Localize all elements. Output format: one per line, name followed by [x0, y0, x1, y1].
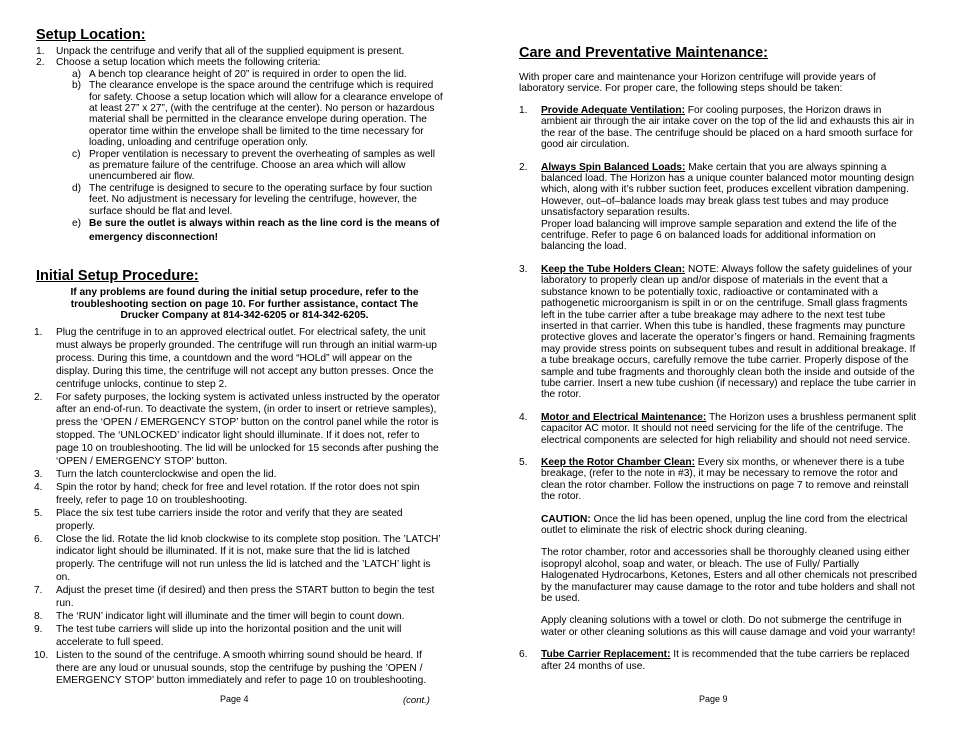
criteria-letter: e) — [72, 218, 82, 230]
list-item — [519, 105, 919, 151]
item-number: 2. — [36, 57, 45, 69]
item-label: Always Spin Balanced Loads: — [541, 161, 686, 173]
item-text: Close the lid. Rotate the lid knob clockwise to its complete stop position. The ’LATCH’ indicator light should be illuminated. If it is not, make sure that the lid is latched properly. The centrifuge will not run unless the lid is latched and the ’LATCH’ light is on. — [56, 533, 441, 584]
item-number: 1. — [34, 327, 43, 338]
item-text: Make certain that you are always spinning a balanced load. The Horizon has a unique counter balanced motor mounting design which, along with it’s rubber suction feet, produces excellent vibration dampening. However, out–of–balance loads may break glass test tubes and may produce unsatisfactory separation results. — [541, 161, 915, 219]
initial-setup-heading: Initial Setup Procedure: — [36, 268, 199, 284]
list-item — [519, 264, 919, 401]
list-item — [34, 611, 444, 624]
item-label: Keep the Rotor Chamber Clean: — [541, 456, 695, 468]
item-number: 7. — [34, 585, 43, 597]
cleaning-warning-paragraph: Apply cleaning solutions with a towel or cloth. Do not submerge the centrifuge in water or other cleaning solutions as this will cause damage and void your warranty! — [541, 615, 916, 638]
item-label: Motor and Electrical Maintenance: — [541, 411, 707, 423]
list-item — [34, 508, 444, 534]
list-item — [34, 585, 444, 611]
page-number: Page 4 — [220, 694, 249, 704]
care-list — [519, 105, 919, 672]
item-number: 4. — [519, 411, 528, 423]
criteria-letter: b) — [72, 80, 82, 92]
item-number: 9. — [34, 623, 43, 635]
item-text: It is recommended that the tube carriers be replaced after 24 months of use. — [541, 649, 910, 672]
caution-paragraph — [541, 514, 919, 537]
item-text: The ‘RUN’ indicator light will illuminate and the timer will begin to count down. — [56, 610, 405, 622]
list-item — [34, 534, 444, 586]
list-item — [34, 482, 444, 508]
item-number: 2. — [34, 391, 43, 403]
criteria-text-bold: Be sure the outlet is always within reach as the line cord is the means of emergency disconnection! — [89, 218, 440, 243]
item-label: Keep the Tube Holders Clean: — [541, 263, 686, 275]
list-item — [519, 162, 919, 253]
caution-text: Once the lid has been opened, unplug the line cord from the electrical outlet to eliminate the risk of electric shock during cleaning. — [541, 513, 908, 536]
list-item — [34, 624, 444, 650]
continued-label: (cont.) — [403, 695, 430, 706]
criteria-text: The clearance envelope is the space around the centrifuge which is required for safety. Choose a setup location which will allow for a clearance envelope of at least 27” x 27”, (with the centrifuge at the center). No person or hazardous material shall be permitted in the clearance envelope during operation. The operator time within the envelope shall be limited to the time necessary for loading, unloading and centrifuge operation only. — [89, 80, 443, 149]
item-label: Tube Carrier Replacement: — [541, 649, 671, 661]
item-text: For cooling purposes, the Horizon draws in ambient air through the air intake cover on the top of the lid and exhausts this air in the rear of the base. The centrifuge should be placed on a hard smooth surface for good air circulation. — [541, 105, 915, 151]
item-text: The Horizon uses a brushless permanent split capacitor AC motor. It should not need servicing for the life of the centrifuge. The electrical components are selected for high reliability and should not need service. — [541, 411, 917, 446]
criteria-letter: c) — [72, 148, 81, 160]
item-number: 5. — [519, 456, 528, 468]
page-number: Page 9 — [699, 694, 728, 704]
list-item — [34, 392, 444, 469]
item-number: 6. — [34, 533, 43, 545]
list-item — [519, 412, 919, 446]
item-number: 1. — [36, 46, 45, 57]
item-number: 4. — [34, 481, 43, 493]
criteria-text: The centrifuge is designed to secure to the operating surface by four suction feet. No adjustment is necessary for leveling the centrifuge, however, the surface should be flat and level. — [89, 182, 433, 217]
criteria-text: Proper ventilation is necessary to prevent the overheating of samples as well as premature failure of the centrifuge. Choose an area which will allow unencumbered air flow. — [89, 148, 435, 183]
item-text: The test tube carriers will slide up into the horizontal position and the unit will accelerate to full speed. — [56, 623, 402, 648]
item-text: Adjust the preset time (if desired) and then press the START button to begin the test run. — [56, 585, 435, 610]
list-item — [34, 327, 444, 392]
item-text: Every six months, or whenever there is a tube breakage, (refer to the note in #3), it may be necessary to remove the rotor and clean the rotor chamber. Follow the instructions on page 7 to remove and reinstall the rotor. — [541, 456, 909, 503]
item-text: Place the six test tube carriers inside the rotor and verify that they are seated properly. — [56, 507, 403, 532]
item-number: 2. — [519, 161, 528, 173]
item-text: Listen to the sound of the centrifuge. A smooth whirring sound should be heard. If there are any loud or unusual sounds, stop the centrifuge by pushing the ’OPEN / EMERGENCY STOP’ button immediately and refer to page 10 on troubleshooting. — [56, 649, 427, 687]
criteria-item — [34, 217, 444, 244]
item-number: 5. — [34, 507, 43, 519]
item-text: Plug the centrifuge in to an approved electrical outlet. For electrical safety, the unit must always be properly grounded. The centrifuge will run through an initial warm-up process. During this time, a countdown and the word “HOLd” will appear on the display. During this time, the centrifuge will not accept any button presses. Once the centrifuge unlocks, continue to step 2. — [56, 327, 437, 390]
item-text: Turn the latch counterclockwise and open the lid. — [56, 468, 277, 480]
item-text: Choose a setup location which meets the following criteria: — [56, 57, 321, 69]
setup-location-heading: Setup Location: — [36, 27, 146, 43]
criteria-text: A bench top clearance height of 20” is required in order to open the lid. — [89, 68, 407, 80]
item-number: 6. — [519, 649, 528, 661]
list-item — [519, 649, 919, 672]
criteria-item — [34, 183, 444, 217]
criteria-letter: a) — [72, 68, 82, 80]
caution-label: CAUTION: — [541, 513, 591, 525]
criteria-item — [34, 69, 444, 80]
troubleshooting-note: If any problems are found during the initial setup procedure, refer to the troubleshooting section on page 10. For further assistance, contact The Drucker Company at 814-342-6205 or 814-342-6205. — [70, 287, 419, 322]
list-item — [34, 46, 444, 57]
item-extra: Proper load balancing will improve sample separation and extend the life of the centrifuge. Refer to page 6 on balanced loads for additional information on balancing the load. — [541, 218, 897, 253]
item-text: Spin the rotor by hand; check for free and level rotation. If the rotor does not spin freely, refer to page 10 on troubleshooting. — [56, 481, 420, 506]
criteria-item — [34, 80, 444, 148]
care-intro: With proper care and maintenance your Horizon centrifuge will provide years of laboratory service. For proper care, the following steps should be taken: — [519, 72, 876, 95]
item-number: 3. — [34, 468, 43, 480]
list-item — [34, 57, 444, 68]
initial-setup-list — [34, 327, 444, 688]
list-item — [519, 457, 919, 638]
setup-location-list — [34, 46, 444, 244]
item-label: Provide Adequate Ventilation: — [541, 105, 685, 116]
cleaning-paragraph: The rotor chamber, rotor and accessories shall be thoroughly cleaned using either isopropyl alcohol, soap and water, or bleach. The use of Fully/ Partially Halogenated Hydrocarbons, Ketones, Esters and all other chemicals not prescribed by the manufacturer may cause damage to the rotor and tube holders and shall not be used. — [541, 547, 918, 605]
list-item — [34, 650, 444, 689]
item-number: 1. — [519, 105, 528, 116]
criteria-letter: d) — [72, 182, 82, 194]
criteria-container — [34, 69, 444, 244]
item-number: 3. — [519, 263, 528, 275]
item-text: For safety purposes, the locking system is activated unless instructed by the operator after an end-of-run. To deactivate the system, (in order to insert or retrieve samples), press the ‘OPEN / EMERGENCY STOP’ button on the control panel while the rotor is stopped. The ‘UNLOCKED’ indicator light should illuminate. If it does not, refer to page 10 on troubleshooting. The lid will be unlocked for 15 seconds after pushing the ‘OPEN / EMERGENCY STOP’ button. — [56, 391, 440, 468]
item-number: 10. — [34, 649, 49, 661]
criteria-item — [34, 149, 444, 183]
item-text: Unpack the centrifuge and verify that all of the supplied equipment is present. — [56, 46, 405, 57]
criteria-list — [34, 69, 444, 244]
care-maintenance-heading: Care and Preventative Maintenance: — [519, 45, 769, 61]
list-item — [34, 469, 444, 482]
item-text: NOTE: Always follow the safety guidelines of your laboratory to properly clean up and/or dispose of materials in the event that a substance known to be potentially toxic, radioactive or contaminated with a pathogenetic microorganism is spilt in or on the centrifuge. Small glass fragments left in the tube carrier after a tube breakage may adhere to the next test tube inserted in that carrier. When this tube is handled, these fragments may puncture protective gloves and lacerate the operator’s fingers or hand. Remaining fragments may provide stress points on subsequent tubes and result in additional breakage. If a tube breakage occurs, carefully remove the tube carrier. Properly dispose of the sample and tube fragments and thoroughly clean both the inside and outside of the tube carrier. Insert a new tube cushion (if necessary) and replace the tube carrier in the rotor. — [541, 263, 916, 401]
item-number: 8. — [34, 610, 43, 622]
